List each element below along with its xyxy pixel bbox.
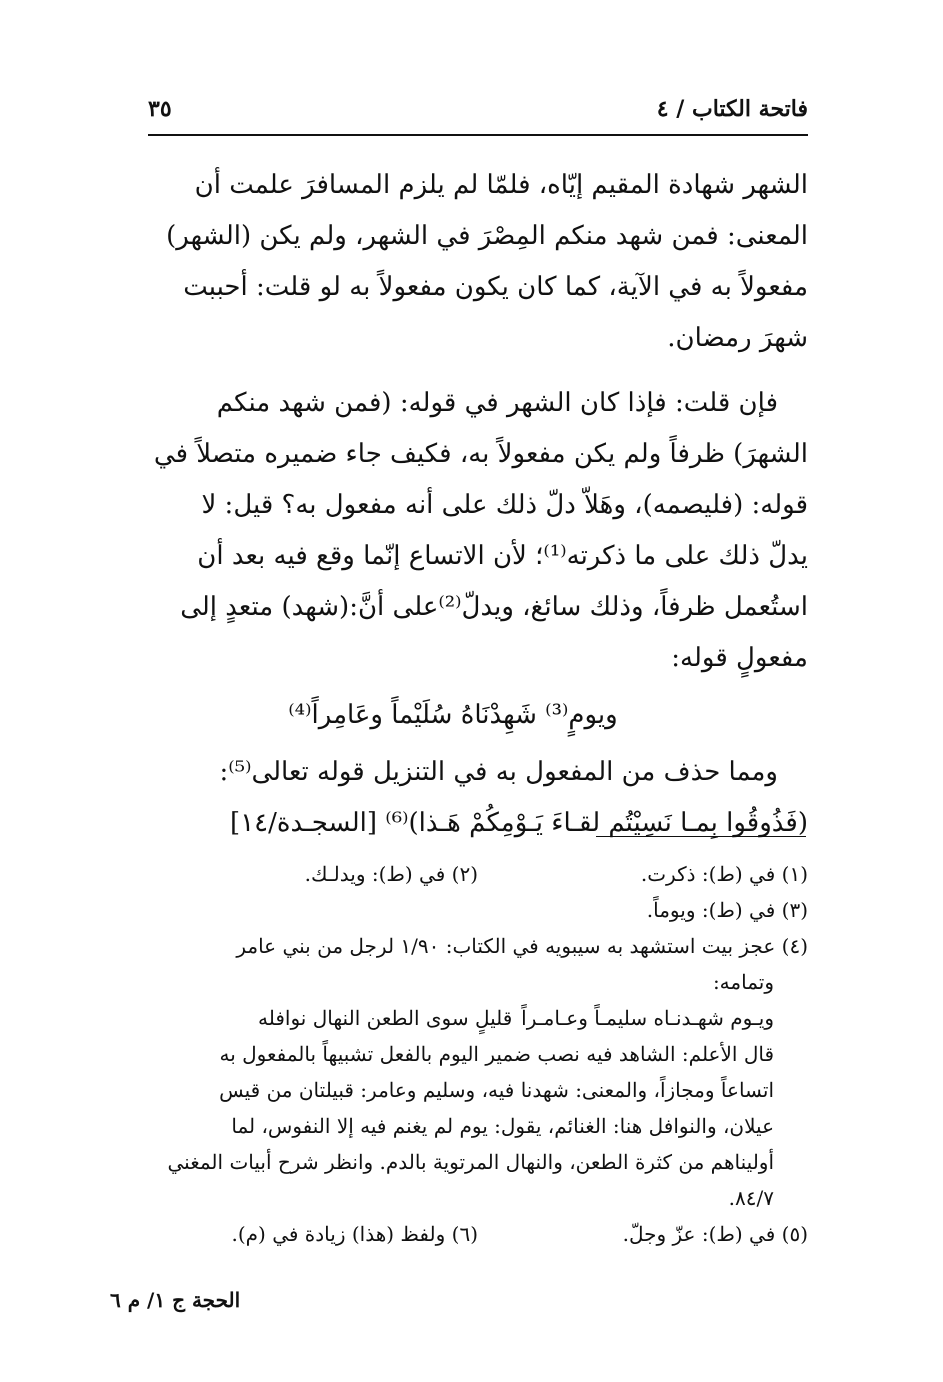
footnote-4-body-line: عيلان، والنوافل هنا: الغنائم، يقول: يوم لم يغنم فيه إلا النفوس، لما xyxy=(231,1114,774,1138)
paragraph-line: مفعولاً به في الآية، كما كان يكون مفعولاً به لو قلت: أحببت xyxy=(183,272,808,302)
paragraph-line: استُعمل ظرفاً، وذلك سائغ، ويدلّ⁽²⁾على أنَّ:(شهد) متعدٍ إلى xyxy=(180,592,808,622)
footnote-separator xyxy=(596,836,806,837)
paragraph-line: الشهرَ) ظرفاً ولم يكن مفعولاً به، فكيف جاء ضميره متصلاً في xyxy=(153,439,808,469)
paragraph-line: مفعولٍ قوله: xyxy=(671,643,808,673)
header-rule xyxy=(148,134,808,136)
footnotes xyxy=(138,856,808,1252)
printer-signature: الحجة ج ١/ م ٦ xyxy=(110,1288,241,1312)
footnote-4-line: وتمامه: xyxy=(712,970,774,994)
footnote-4-body-line: قال الأعلم: الشاهد فيه نصب ضمير اليوم بالفعل تشبيهاً بالمفعول به xyxy=(219,1042,774,1066)
paragraph-line: فإن قلت: فإذا كان الشهر في قوله: (فمن شهد منكم xyxy=(216,388,778,418)
paragraph-line: يدلّ ذلك على ما ذكرته⁽¹⁾؛ لأن الاتساع إنّما وقع فيه بعد أن xyxy=(197,541,808,571)
footnote-poem xyxy=(138,1000,808,1036)
footnote-row xyxy=(138,892,808,928)
poem-first-half: ويـوم شهـدنـاه سليمـاً وعـامـراً xyxy=(521,1006,774,1030)
footnote-2: (٢) في (ط): ويدلـك. xyxy=(304,862,478,886)
paragraph-line: شهرَ رمضان. xyxy=(667,323,808,353)
paragraph-line: ومما حذف من المفعول به في التنزيل قوله تعالى⁽⁵⁾: xyxy=(219,757,778,787)
footnote-6: (٦) ولفظ (هذا) زيادة في (م). xyxy=(231,1222,478,1246)
quran-quote-line: (فَذُوقُوا بِمـا نَسِيْتُم لقـاءَ يَـوْمِكُمْ هَـذا)⁽⁶⁾ [السجـدة/١٤] xyxy=(230,808,808,838)
paragraph-line: المعنى: فمن شهد منكم المِصْرَ في الشهر، ولم يكن (الشهر) xyxy=(166,221,808,251)
footnote-4-line: (٤) عجز بيت استشهد به سيبويه في الكتاب: ١/٩٠ لرجل من بني عامر xyxy=(236,934,808,958)
footnote-4-body-line: أوليناهم من كثرة الطعن، والنهال المرتوية بالدم. وانظر شرح أبيات المغني xyxy=(167,1150,774,1174)
page-header xyxy=(148,96,808,130)
footnote-1: (١) في (ط): ذكرت. xyxy=(640,862,808,886)
main-text xyxy=(138,160,808,849)
paragraph-line: قوله: (فليصمه)، وهَلاّ دلّ ذلك على أنه مفعول به؟ قيل: لا xyxy=(201,490,808,520)
footnote-4-body-line: ٨٤/٧. xyxy=(728,1186,774,1210)
running-title: فاتحة الكتاب / ٤ xyxy=(656,96,808,122)
poetry-verse: ويومٍ⁽³⁾ شَهِدْنَاهُ سُلَيْماً وعَامِراً⁽⁴⁾ xyxy=(288,700,618,730)
footnote-4-body-line: اتساعاً ومجازاً، والمعنى: شهدنا فيه، وسليم وعامر: قبيلتان من قيس xyxy=(219,1078,774,1102)
footnote-3: (٣) في (ط): ويوماً. xyxy=(646,898,808,922)
paragraph-line: الشهر شهادة المقيم إيّاه، فلمّا لم يلزم المسافرَ علمت أن xyxy=(194,170,808,200)
footnote-row xyxy=(138,1216,808,1252)
footnote-row xyxy=(138,856,808,892)
page-number: ٣٥ xyxy=(148,96,172,122)
footnote-5: (٥) في (ط): عزّ وجلّ. xyxy=(622,1222,808,1246)
poem-second-half: قليلٍ سوى الطعن النهال نوافله xyxy=(258,1006,513,1030)
